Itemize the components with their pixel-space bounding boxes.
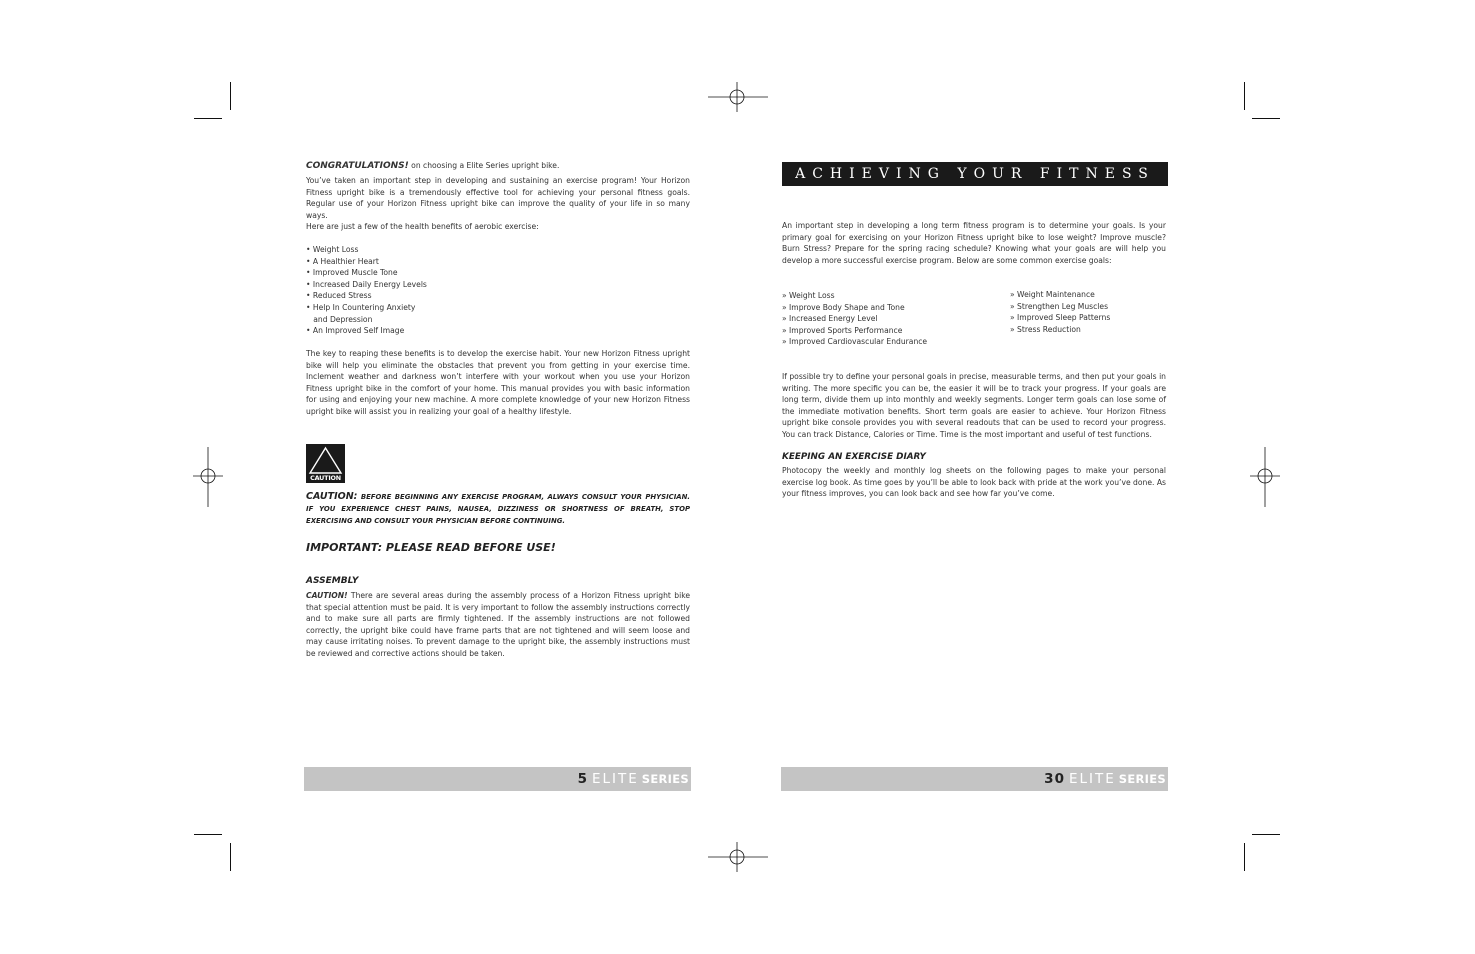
caution-icon (306, 444, 345, 483)
congratulations-rest: on choosing a Elite Series upright bike. (408, 161, 560, 170)
list-item: » Weight Loss (782, 291, 835, 300)
list-item: • Increased Daily Energy Levels (306, 279, 427, 289)
goals-detail-paragraph: If possible try to define your personal goals in precise, measurable terms, and then put your goals in writing. The more specific you can be, the easier it will be to track your progress. If your goals are long term, divide them up into monthly and weekly segments. Longer term goals can lose some of the immediate motivation benefits. Short term goals are easier to achieve. Your Horizon Fitness upright bike console provides you with several readouts that can be used to record your progress. You can track Distance, Calories or Time. Time is the most important and useful of test functions. (782, 372, 1166, 439)
left-page-number: 5 (577, 771, 588, 787)
diary-heading: KEEPING AN EXERCISE DIARY (782, 452, 926, 462)
registration-mark-left (193, 447, 223, 507)
diary-paragraph: Photocopy the weekly and monthly log sheets on the following pages to make your personal exercise log book. As time goes by you’ll be able to look back with pride at the work you’ve done. As your fitness improves, you can look back and see how far you’ve come. (782, 466, 1166, 498)
caution-warning (306, 491, 690, 527)
registration-mark-bottom (708, 842, 768, 872)
left-footer-text (578, 770, 689, 788)
list-item: » Improve Body Shape and Tone (782, 302, 905, 312)
list-item: » Strengthen Leg Muscles (1010, 301, 1109, 311)
right-footer-bar (781, 767, 1168, 791)
list-item: • Help In Countering Anxiety (306, 302, 416, 312)
list-item: • A Healthier Heart (306, 256, 379, 266)
list-item: » Weight Maintenance (1010, 290, 1095, 299)
left-footer-elite: ELITE (591, 771, 639, 787)
right-page-number: 30 (1044, 771, 1065, 787)
caution-warning-text: BEFORE BEGINNING ANY EXERCISE PROGRAM, ALWAYS CONSULT YOUR PHYSICIAN. IF YOU EXPERIENCE CHEST PAINS, NAUSEA, DIZZINESS OR SHORTNESS OF BREATH, STOP EXERCISING AND CONSULT YOUR PHYSICIAN BEFORE CONTINUING. (306, 493, 690, 525)
assembly-text: There are several areas during the assembly process of a Horizon Fitness upright bike that special attention must be paid. It is very important to follow the assembly instructions correctly and to make sure all parts are firmly tightened. If the assembly instructions are not followed correctly, the upright bike could have frame parts that are not tightened and will seem loose and may cause irritating noises. To prevent damage to the upright bike, the assembly instructions must be reviewed and corrective actions should be taken. (306, 591, 690, 658)
list-item: » Improved Sports Performance (782, 325, 903, 335)
list-item: • Improved Muscle Tone (306, 268, 398, 278)
left-footer-series: SERIES (641, 772, 689, 786)
benefits-intro: Here are just a few of the health benefits of aerobic exercise: (306, 222, 539, 231)
list-item: • Reduced Stress (306, 291, 372, 301)
right-footer-text (1044, 770, 1166, 788)
assembly-paragraph (306, 590, 690, 659)
caution-warning-lead: CAUTION: (306, 491, 358, 502)
goals-list-left (782, 290, 1002, 348)
important-heading: IMPORTANT: PLEASE READ BEFORE USE! (306, 541, 556, 554)
section-title-bar: ACHIEVING YOUR FITNESS GOALS (782, 162, 1168, 186)
left-footer-bar (304, 767, 691, 791)
list-item: and Depression (306, 314, 373, 324)
congratulations-lead: CONGRATULATIONS! (306, 161, 409, 171)
goals-intro-paragraph: An important step in developing a long term fitness program is to determine your goals. Is your primary goal for exercising on your Horizon Fitness upright bike to lose weight? Improve muscle? Burn Stress? Prepare for the spring racing schedule? Knowing what your goals are will help you develop a more successful exercise program. Below are some common exercise goals: (782, 221, 1166, 265)
list-item: • An Improved Self Image (306, 326, 405, 336)
benefits-list (306, 244, 606, 337)
habit-paragraph: The key to reaping these benefits is to develop the exercise habit. Your new Horizon Fitness upright bike will help you eliminate the obstacles that prevent you from getting in your exercise time. Inclement weather and darkness won’t interfere with your workout when you use your Horizon Fitness upright bike in the comfort of your home. This manual provides you with basic information for using and enjoying your new machine. A more complete knowledge of your new Horizon Fitness upright bike will assist you in realizing your goal of a healthy lifestyle. (306, 349, 690, 416)
intro-paragraph: You’ve taken an important step in developing and sustaining an exercise program! Your Horizon Fitness upright bike is a tremendously effective tool for achieving your personal fitness goals. Regular use of your Horizon Fitness upright bike can improve the quality of your life in so many ways. (306, 176, 690, 220)
assembly-caution-lead: CAUTION! (306, 591, 348, 600)
list-item: » Stress Reduction (1010, 324, 1081, 334)
list-item: » Improved Cardiovascular Endurance (782, 337, 928, 347)
caution-icon-label: CAUTION (310, 474, 341, 482)
list-item: • Weight Loss (306, 245, 359, 254)
list-item: » Increased Energy Level (782, 314, 878, 324)
right-footer-series: SERIES (1118, 772, 1166, 786)
assembly-heading: ASSEMBLY (306, 576, 359, 586)
registration-mark-right (1250, 447, 1280, 507)
registration-mark-top (708, 82, 768, 112)
right-footer-elite: ELITE (1068, 771, 1116, 787)
goals-list-right (1010, 289, 1160, 335)
congratulations-line (306, 160, 696, 173)
list-item: » Improved Sleep Patterns (1010, 313, 1111, 323)
